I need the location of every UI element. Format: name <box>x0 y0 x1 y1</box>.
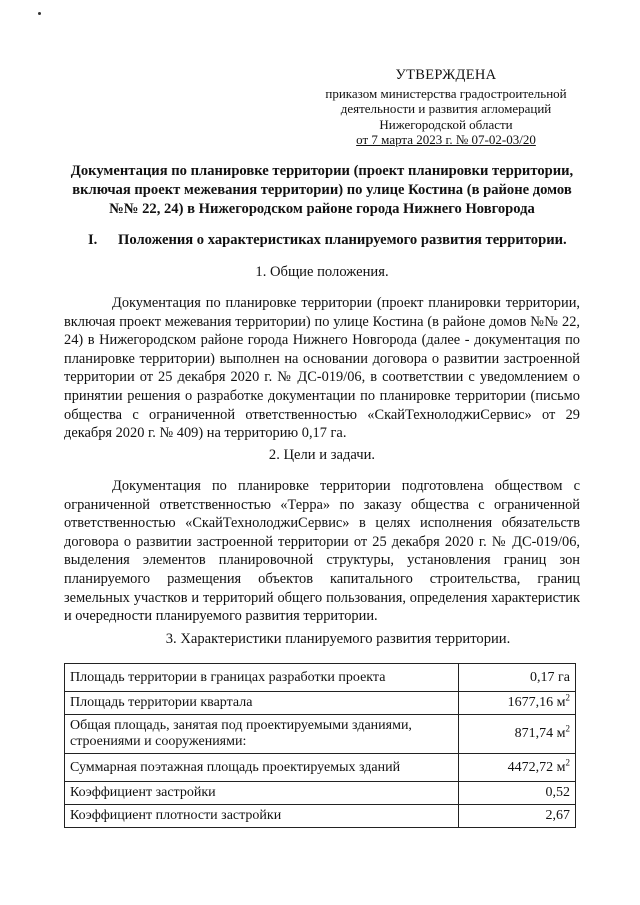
approval-line: деятельности и развития агломераций <box>340 101 552 116</box>
table-row <box>65 805 576 828</box>
approval-heading: УТВЕРЖДЕНА <box>395 67 497 83</box>
table-row <box>65 715 576 754</box>
row-value: 2,67 <box>459 805 576 828</box>
row-value: 871,74 $м^2$ <box>459 715 576 754</box>
row-label: Коэффициент застройки <box>65 782 459 805</box>
row-value: 0,17 га <box>459 664 576 692</box>
row-value: 0,52 <box>459 782 576 805</box>
row-label: Общая площадь, занятая под проектируемыми зданиями, строениями и сооружениями: <box>65 715 459 754</box>
characteristics-table <box>64 663 576 828</box>
section-number: I. <box>88 232 98 248</box>
paragraph-general: Документация по планировке территории (проект планировки территории, включая проект межевания территории) по улице Костина (в районе домов №№ 22, 24) в Нижегородском районе города Нижнего Новгорода (далее - документация по планировке территории) выполнен на основании договора о развитии застроенной территории от 25 декабря 2020 г. № ДС-019/06, в соответствии с уведомлением о принятии решения о разработке документации по планировке территории (письмо общества с ограниченной ответственностью «СкайТехнолоджиСервис» от 29 декабря 2020 г. № 409) на территорию 0,17 га. <box>64 295 580 442</box>
approval-date: от 7 марта 2023 г. № 07-02-03/20 <box>356 132 536 147</box>
section-heading <box>88 231 588 250</box>
approval-line: Нижегородской области <box>379 116 513 132</box>
scan-speck <box>38 12 41 15</box>
table-row <box>65 664 576 692</box>
row-value: 1677,16 $м^2$ <box>459 692 576 715</box>
row-value: 4472,72 $м^2$ <box>459 754 576 782</box>
row-label: Площадь территории в границах разработки проекта <box>65 664 459 692</box>
subsection-general: 1. Общие положения. <box>255 264 389 280</box>
subsection-goals: 2. Цели и задачи. <box>268 447 376 463</box>
row-label: Коэффициент плотности застройки <box>65 805 459 828</box>
table-row <box>65 754 576 782</box>
row-label: Суммарная поэтажная площадь проектируемых зданий <box>65 754 459 782</box>
document-title: Документация по планировке территории (проект планировки территории, включая проект межевания территории) по улице Костина (в районе домов №№ 22, 24) в Нижегородском районе города Нижнего Новгорода <box>70 163 574 217</box>
section-title: Положения о характеристиках планируемого развития территории. <box>118 232 567 248</box>
row-label: Площадь территории квартала <box>65 692 459 715</box>
table-row <box>65 692 576 715</box>
approval-line: приказом министерства градостроительной <box>325 85 567 101</box>
table-row <box>65 782 576 805</box>
approval-block <box>320 68 572 148</box>
paragraph-goals: Документация по планировке территории подготовлена обществом с ограниченной ответственностью «Терра» по заказу общества с ограниченной ответственностью «СкайТехнолоджиСервис» в целях исполнения обязательств договора о развитии застроенной территории от 25 декабря 2020 г. № ДС-019/06, выделения элементов планировочной структуры, установления границ зон планируемого размещения объектов капитального строительства, границ земельных участков и территорий общего пользования, определения характеристик и очередности планируемого развития территории. <box>64 478 580 625</box>
subsection-characteristics: 3. Характеристики планируемого развития территории. <box>165 631 511 647</box>
